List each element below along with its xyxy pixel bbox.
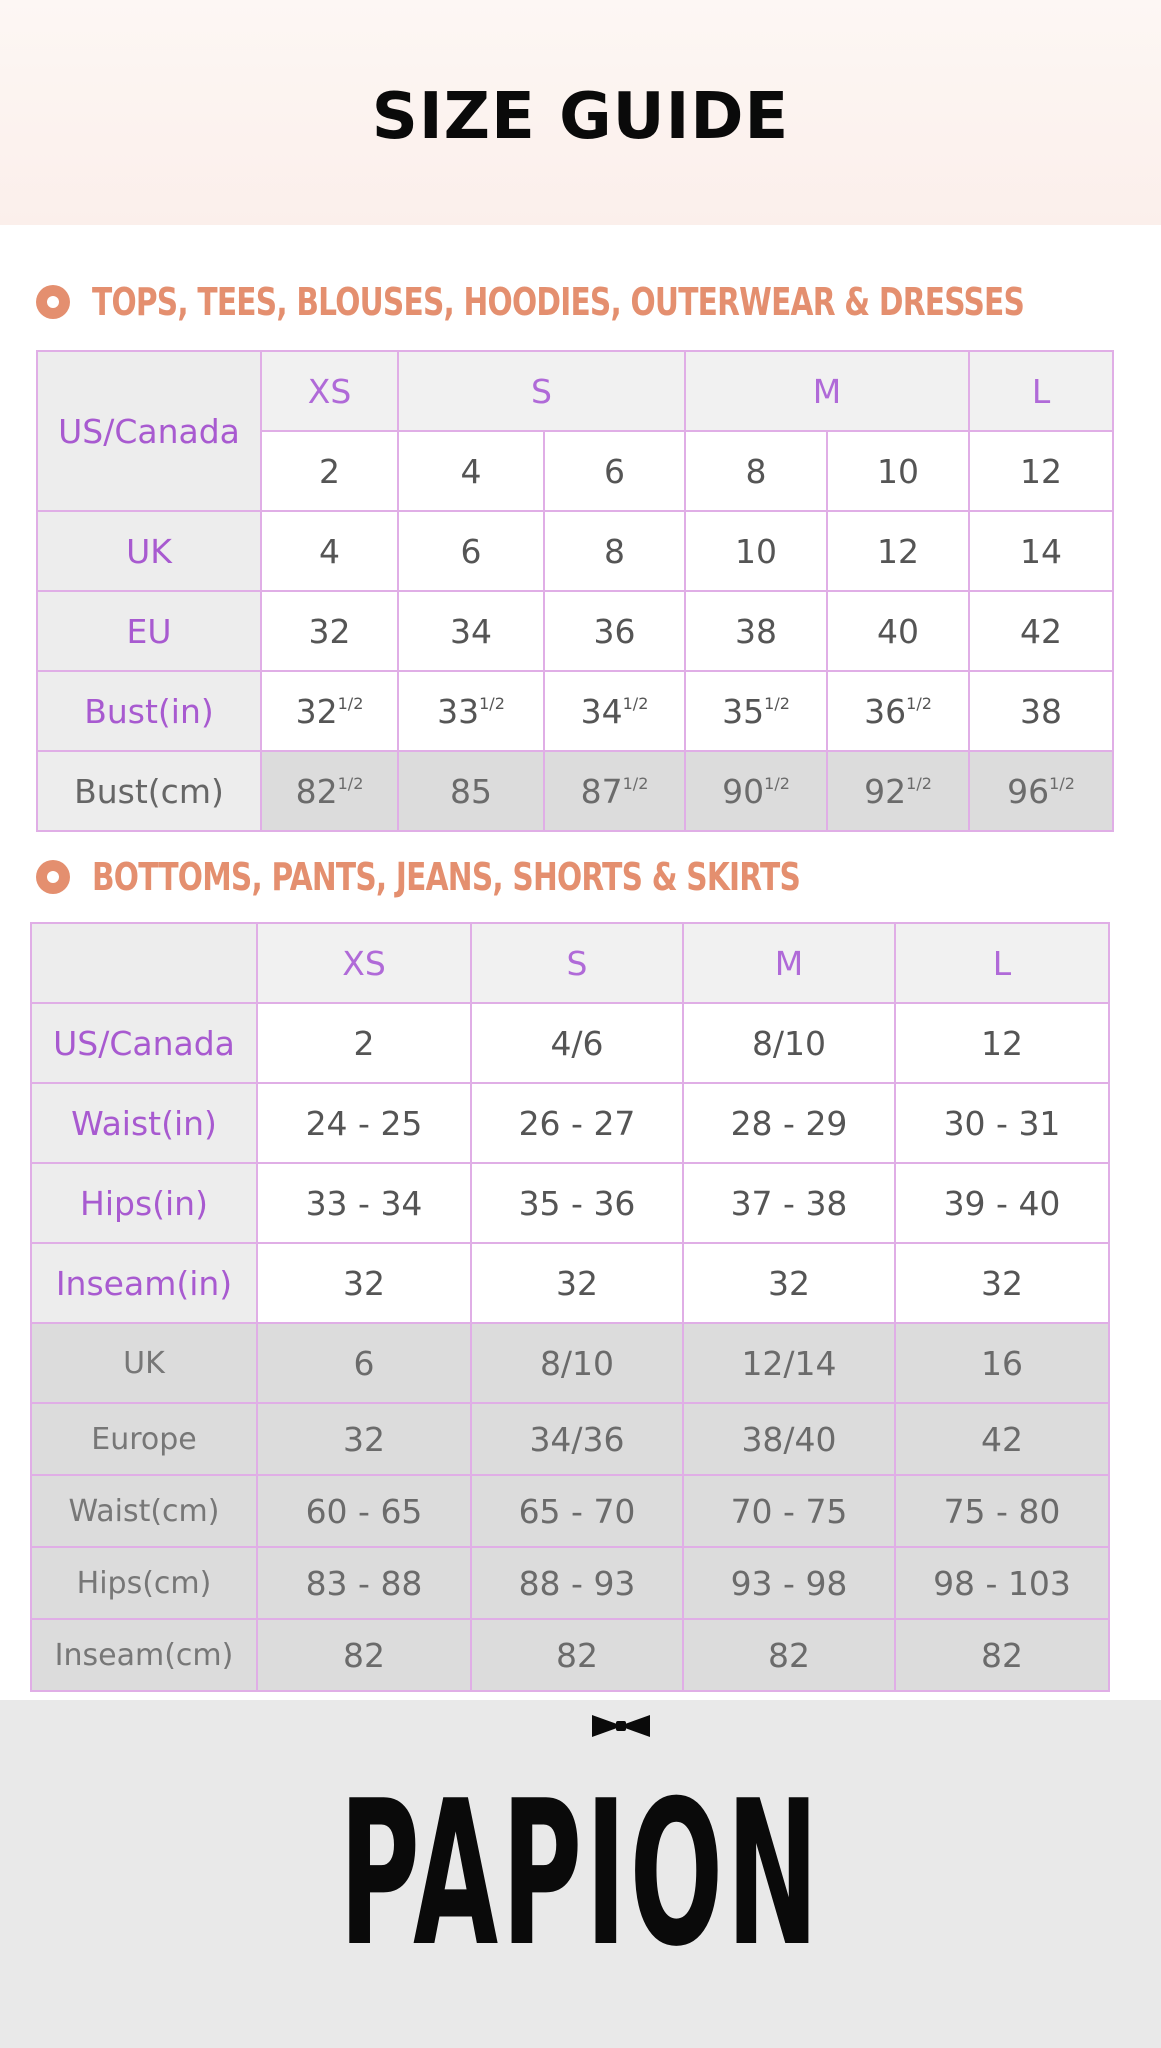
circle-bullet-icon: [36, 285, 70, 319]
us-value: 8: [685, 431, 827, 511]
cell: 35 - 36: [471, 1163, 683, 1243]
eu-value: 36: [544, 591, 685, 671]
uk-value: 12: [827, 511, 969, 591]
cell: 12: [895, 1003, 1109, 1083]
cell: 30 - 31: [895, 1083, 1109, 1163]
cell: 70 - 75: [683, 1475, 895, 1547]
cell: 65 - 70: [471, 1475, 683, 1547]
size-l: L: [969, 351, 1113, 431]
table-row: [31, 1163, 1109, 1243]
cell: 2: [257, 1003, 471, 1083]
cell: 82: [683, 1619, 895, 1691]
cell: 38/40: [683, 1403, 895, 1475]
eu-value: 38: [685, 591, 827, 671]
bust-in-label: Bust(in): [37, 671, 261, 751]
table-row: [31, 1547, 1109, 1619]
table-row: [37, 591, 1113, 671]
bust-cm-value: $92^{1/2}$: [827, 751, 969, 831]
cell: 60 - 65: [257, 1475, 471, 1547]
uk-value: 10: [685, 511, 827, 591]
table-row: [31, 1323, 1109, 1403]
size-xs: XS: [261, 351, 398, 431]
row-label: Hips(cm): [31, 1547, 257, 1619]
size-s: S: [398, 351, 685, 431]
tops-size-table: [36, 350, 1114, 832]
cell: 93 - 98: [683, 1547, 895, 1619]
table-row: [31, 1003, 1109, 1083]
table-row: [37, 751, 1113, 831]
size-m: M: [685, 351, 969, 431]
row-label: US/Canada: [31, 1003, 257, 1083]
cell: 16: [895, 1323, 1109, 1403]
eu-label: EU: [37, 591, 261, 671]
table-row: [31, 1403, 1109, 1475]
cell: 33 - 34: [257, 1163, 471, 1243]
table-row: [31, 1619, 1109, 1691]
cell: 88 - 93: [471, 1547, 683, 1619]
size-xs: XS: [257, 923, 471, 1003]
bust-cm-value: $82^{1/2}$: [261, 751, 398, 831]
cell: 75 - 80: [895, 1475, 1109, 1547]
row-label: Waist(cm): [31, 1475, 257, 1547]
cell: 82: [471, 1619, 683, 1691]
table-row: [37, 511, 1113, 591]
cell: 34/36: [471, 1403, 683, 1475]
uk-label: UK: [37, 511, 261, 591]
us-value: 4: [398, 431, 544, 511]
bust-cm-value: 85: [398, 751, 544, 831]
us-value: 12: [969, 431, 1113, 511]
us-value: 2: [261, 431, 398, 511]
eu-value: 42: [969, 591, 1113, 671]
table-row: [31, 923, 1109, 1003]
size-m: M: [683, 923, 895, 1003]
bottoms-section-heading: [36, 855, 1000, 899]
uk-value: 6: [398, 511, 544, 591]
cell: 83 - 88: [257, 1547, 471, 1619]
eu-value: 34: [398, 591, 544, 671]
table-row: [31, 1083, 1109, 1163]
table-row: [37, 351, 1113, 431]
cell: 32: [257, 1403, 471, 1475]
cell: 82: [257, 1619, 471, 1691]
cell: 26 - 27: [471, 1083, 683, 1163]
eu-value: 40: [827, 591, 969, 671]
cell: 39 - 40: [895, 1163, 1109, 1243]
cell: 8/10: [471, 1323, 683, 1403]
cell: 12/14: [683, 1323, 895, 1403]
cell: 32: [895, 1243, 1109, 1323]
bust-in-value: $34^{1/2}$: [544, 671, 685, 751]
bust-in-value: $33^{1/2}$: [398, 671, 544, 751]
bust-cm-label: Bust(cm): [37, 751, 261, 831]
bust-in-value: $32^{1/2}$: [261, 671, 398, 751]
cell: 37 - 38: [683, 1163, 895, 1243]
cell: 28 - 29: [683, 1083, 895, 1163]
cell: 98 - 103: [895, 1547, 1109, 1619]
eu-value: 32: [261, 591, 398, 671]
bottoms-heading-text: BOTTOMS, PANTS, JEANS, SHORTS & SKIRTS: [92, 855, 801, 899]
bust-cm-value: $87^{1/2}$: [544, 751, 685, 831]
tops-heading-text: TOPS, TEES, BLOUSES, HOODIES, OUTERWEAR & DRESSES: [92, 280, 1025, 324]
table-row: [31, 1243, 1109, 1323]
size-l: L: [895, 923, 1109, 1003]
uk-value: 8: [544, 511, 685, 591]
uk-value: 14: [969, 511, 1113, 591]
cell: 6: [257, 1323, 471, 1403]
bottoms-size-table: [30, 922, 1110, 1692]
cell: 32: [683, 1243, 895, 1323]
cell: 32: [257, 1243, 471, 1323]
row-label: UK: [31, 1323, 257, 1403]
cell: 42: [895, 1403, 1109, 1475]
cell: 24 - 25: [257, 1083, 471, 1163]
size-s: S: [471, 923, 683, 1003]
bust-in-value: 38: [969, 671, 1113, 751]
us-value: 6: [544, 431, 685, 511]
row-label: Inseam(in): [31, 1243, 257, 1323]
row-label: Europe: [31, 1403, 257, 1475]
us-value: 10: [827, 431, 969, 511]
bust-in-value: $35^{1/2}$: [685, 671, 827, 751]
row-label: Hips(in): [31, 1163, 257, 1243]
page-title: SIZE GUIDE: [371, 80, 790, 154]
tops-section-heading: [36, 280, 1161, 324]
cell: 32: [471, 1243, 683, 1323]
cell: 4/6: [471, 1003, 683, 1083]
cell: 82: [895, 1619, 1109, 1691]
circle-bullet-icon: [36, 860, 70, 894]
cell: 8/10: [683, 1003, 895, 1083]
bowtie-icon: [590, 1713, 652, 1739]
row-label: Inseam(cm): [31, 1619, 257, 1691]
row-label: Waist(in): [31, 1083, 257, 1163]
bust-cm-value: $90^{1/2}$: [685, 751, 827, 831]
bust-in-value: $36^{1/2}$: [827, 671, 969, 751]
bust-cm-value: $96^{1/2}$: [969, 751, 1113, 831]
brand-logo: PAPION: [339, 1758, 822, 1991]
uk-value: 4: [261, 511, 398, 591]
table-row: [31, 1475, 1109, 1547]
corner-cell: [31, 923, 257, 1003]
us-canada-label: US/Canada: [37, 351, 261, 511]
table-row: [37, 671, 1113, 751]
